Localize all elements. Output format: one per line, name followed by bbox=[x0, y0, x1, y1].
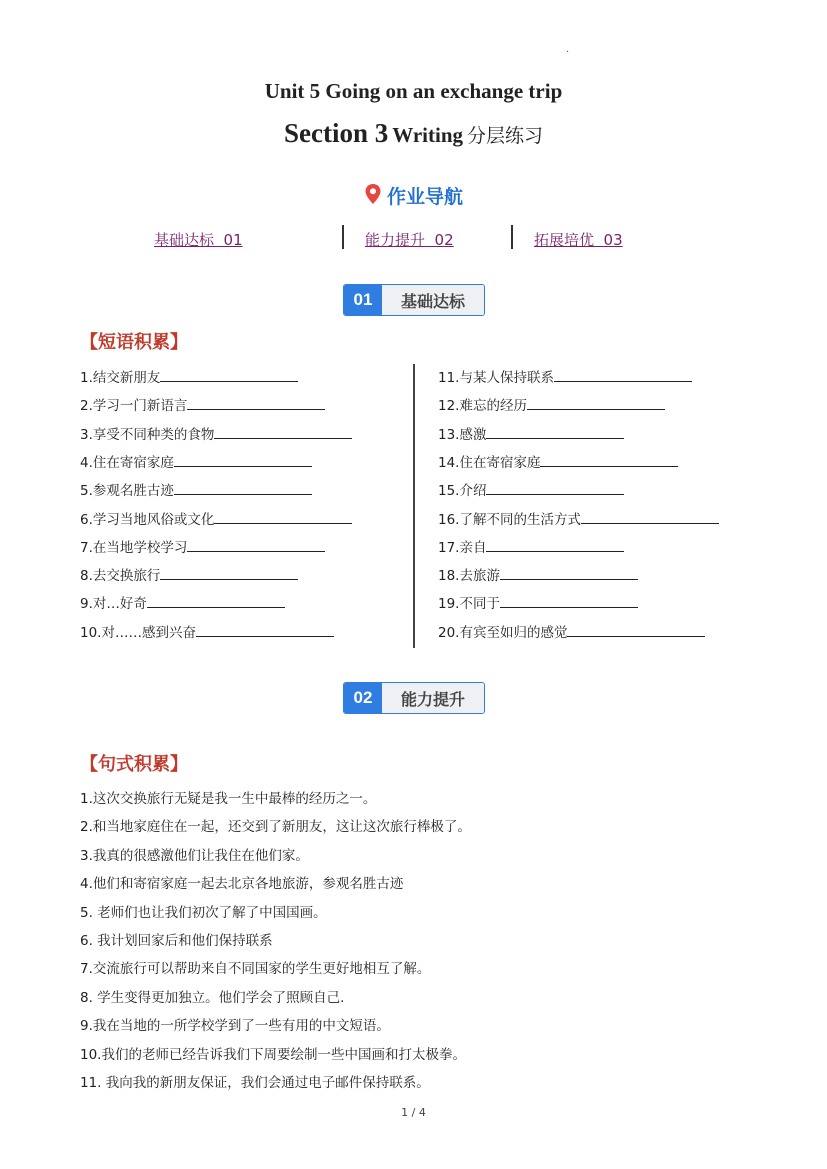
nav-divider bbox=[342, 225, 344, 249]
sentence-item: 2.和当地家庭住在一起，还交到了新朋友，这让这次旅行棒极了。 bbox=[80, 819, 471, 835]
answer-blank[interactable] bbox=[147, 594, 285, 608]
location-pin-icon bbox=[364, 183, 382, 209]
phrase-item bbox=[438, 564, 638, 584]
sentence-item: 4.他们和寄宿家庭一起去北京各地旅游，参观名胜古迹 bbox=[80, 876, 404, 892]
phrase-text: 10.对……感到兴奋 bbox=[80, 625, 196, 641]
phrase-item bbox=[80, 508, 352, 528]
nav-heading-text: 作业导航 bbox=[387, 186, 464, 208]
section-badge-01 bbox=[343, 284, 485, 316]
badge-label: 基础达标 bbox=[382, 285, 484, 315]
sentence-item: 10.我们的老师已经告诉我们下周要绘制一些中国画和打太极拳。 bbox=[80, 1047, 466, 1063]
phrase-text: 3.享受不同种类的食物 bbox=[80, 427, 215, 443]
answer-blank[interactable] bbox=[187, 538, 325, 552]
phrase-item bbox=[438, 366, 692, 386]
section-badge-02 bbox=[343, 682, 485, 714]
phrase-text: 14.住在寄宿家庭 bbox=[438, 455, 541, 471]
phrase-item bbox=[438, 508, 719, 528]
phrase-item bbox=[80, 366, 298, 386]
phrase-text: 15.介绍 bbox=[438, 483, 487, 499]
page-number: 1 / 4 bbox=[401, 1106, 426, 1119]
phrase-item bbox=[438, 451, 678, 471]
sentence-item: 1.这次交换旅行无疑是我一生中最棒的经历之一。 bbox=[80, 791, 377, 807]
phrase-item bbox=[80, 394, 325, 414]
sentence-item: 5. 老师们也让我们初次了解了中国国画。 bbox=[80, 905, 327, 921]
column-divider bbox=[413, 364, 415, 648]
phrase-text: 5.参观名胜古迹 bbox=[80, 483, 174, 499]
phrase-text: 6.学习当地风俗或文化 bbox=[80, 512, 215, 528]
phrase-item bbox=[80, 423, 352, 443]
sentence-item: 11. 我向我的新朋友保证，我们会通过电子邮件保持联系。 bbox=[80, 1075, 430, 1091]
phrase-text: 12.难忘的经历 bbox=[438, 398, 527, 414]
section-writing: Writing bbox=[392, 123, 464, 147]
phrase-item bbox=[80, 536, 325, 556]
phrase-item bbox=[438, 423, 624, 443]
unit-title: Unit 5 Going on an exchange trip bbox=[264, 79, 563, 103]
phrase-item bbox=[438, 479, 624, 499]
answer-blank[interactable] bbox=[174, 453, 312, 467]
phrase-text: 17.亲自 bbox=[438, 540, 487, 556]
phrase-text: 9.对…好奇 bbox=[80, 596, 147, 612]
answer-blank[interactable] bbox=[486, 481, 624, 495]
phrase-text: 11.与某人保持联系 bbox=[438, 370, 554, 386]
section-cn: 分层练习 bbox=[467, 125, 544, 147]
phrase-heading: 【短语积累】 bbox=[80, 332, 188, 353]
phrase-item bbox=[80, 564, 298, 584]
answer-blank[interactable] bbox=[554, 368, 692, 382]
answer-blank[interactable] bbox=[160, 566, 298, 580]
nav-link-basic[interactable]: 基础达标 01 bbox=[154, 231, 243, 249]
phrase-item bbox=[80, 479, 312, 499]
phrase-item bbox=[80, 621, 334, 641]
phrase-item bbox=[80, 451, 312, 471]
answer-blank[interactable] bbox=[196, 623, 334, 637]
answer-blank[interactable] bbox=[174, 481, 312, 495]
phrase-text: 20.有宾至如归的感觉 bbox=[438, 625, 568, 641]
phrase-text: 16.了解不同的生活方式 bbox=[438, 512, 581, 528]
sentence-heading: 【句式积累】 bbox=[80, 754, 188, 775]
phrase-item bbox=[438, 536, 624, 556]
section-title bbox=[0, 118, 827, 149]
answer-blank[interactable] bbox=[500, 594, 638, 608]
sentence-item: 9.我在当地的一所学校学到了一些有用的中文短语。 bbox=[80, 1018, 390, 1034]
phrase-text: 4.住在寄宿家庭 bbox=[80, 455, 174, 471]
answer-blank[interactable] bbox=[567, 623, 705, 637]
phrase-text: 8.去交换旅行 bbox=[80, 568, 161, 584]
sentence-item: 3.我真的很感激他们让我住在他们家。 bbox=[80, 848, 309, 864]
phrase-text: 18.去旅游 bbox=[438, 568, 500, 584]
badge-label: 能力提升 bbox=[382, 683, 484, 713]
answer-blank[interactable] bbox=[486, 538, 624, 552]
homework-nav-heading bbox=[0, 182, 827, 209]
phrase-item bbox=[438, 394, 665, 414]
answer-blank[interactable] bbox=[160, 368, 298, 382]
answer-blank[interactable] bbox=[214, 510, 352, 524]
nav-link-ability[interactable]: 能力提升 02 bbox=[365, 231, 454, 249]
answer-blank[interactable] bbox=[486, 425, 624, 439]
sentence-item: 6. 我计划回家后和他们保持联系 bbox=[80, 933, 273, 949]
phrase-text: 7.在当地学校学习 bbox=[80, 540, 188, 556]
answer-blank[interactable] bbox=[540, 453, 678, 467]
phrase-item bbox=[80, 592, 285, 612]
section-number: Section 3 bbox=[283, 118, 389, 148]
answer-blank[interactable] bbox=[214, 425, 352, 439]
phrase-text: 19.不同于 bbox=[438, 596, 500, 612]
sentence-item: 8. 学生变得更加独立。他们学会了照顾自己. bbox=[80, 990, 345, 1006]
corner-dot: . bbox=[566, 44, 570, 55]
phrase-item bbox=[438, 621, 705, 641]
nav-divider bbox=[511, 225, 513, 249]
answer-blank[interactable] bbox=[187, 396, 325, 410]
badge-number: 01 bbox=[344, 285, 382, 315]
phrase-item bbox=[438, 592, 638, 612]
nav-link-extend[interactable]: 拓展培优 03 bbox=[534, 231, 623, 249]
sentence-item: 7.交流旅行可以帮助来自不同国家的学生更好地相互了解。 bbox=[80, 961, 431, 977]
phrase-text: 1.结交新朋友 bbox=[80, 370, 161, 386]
badge-number: 02 bbox=[344, 683, 382, 713]
answer-blank[interactable] bbox=[581, 510, 719, 524]
phrase-text: 2.学习一门新语言 bbox=[80, 398, 188, 414]
answer-blank[interactable] bbox=[527, 396, 665, 410]
answer-blank[interactable] bbox=[500, 566, 638, 580]
phrase-text: 13.感激 bbox=[438, 427, 487, 443]
